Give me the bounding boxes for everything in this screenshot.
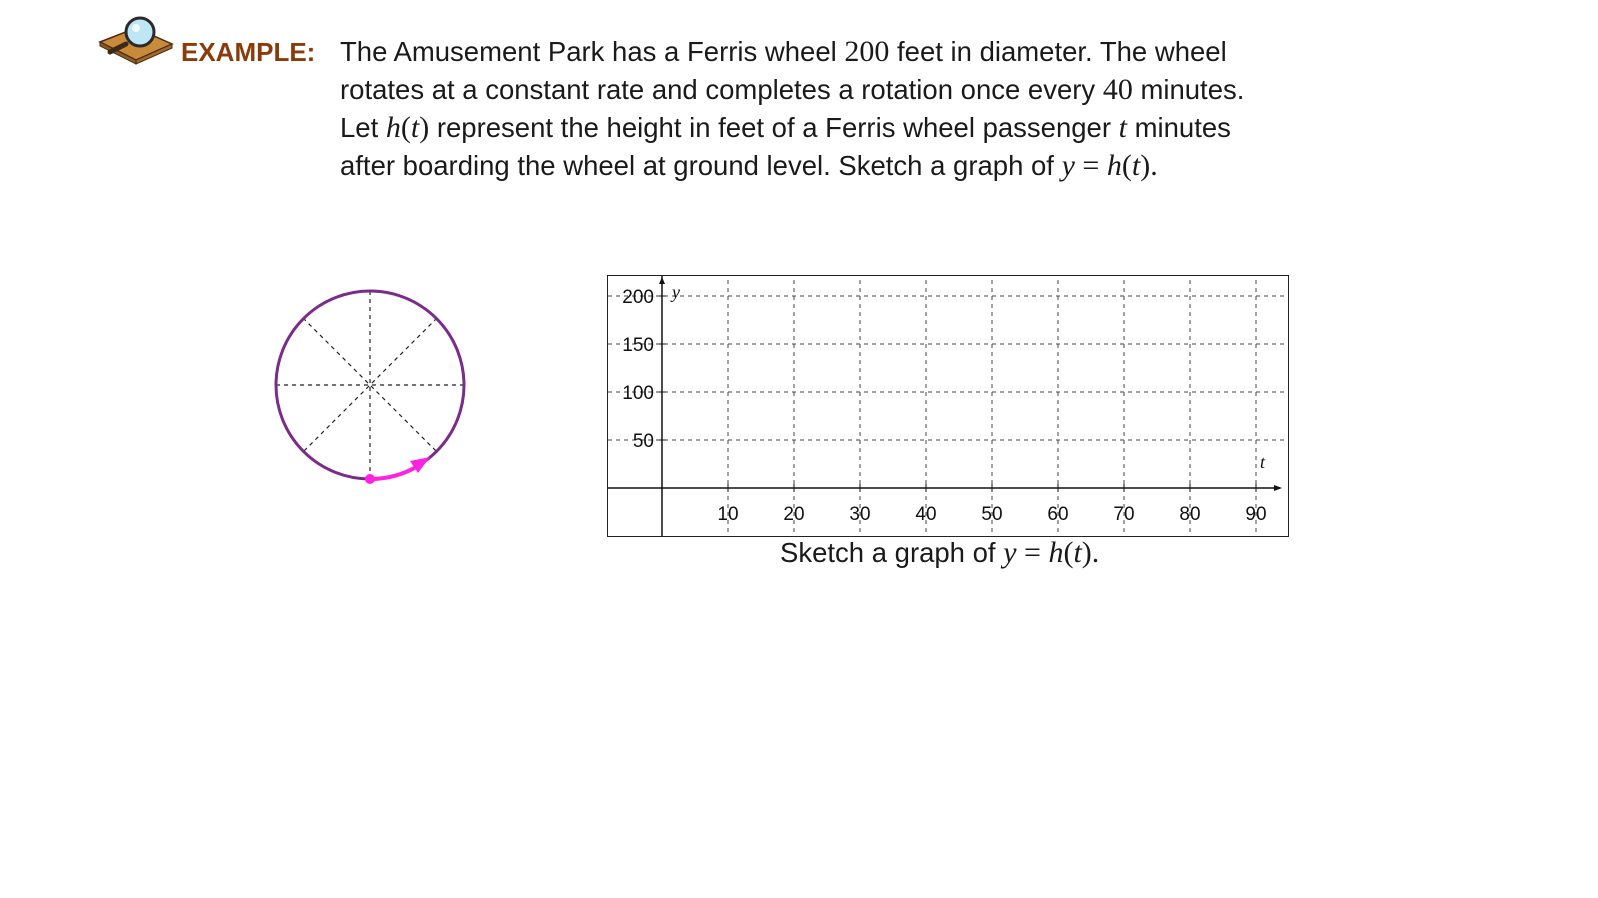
problem-line-4: after boarding the wheel at ground level. Sketch a graph of y = h(t). xyxy=(340,149,1158,182)
height-graph xyxy=(608,276,1288,536)
rotation-arrow xyxy=(370,466,418,479)
x-tick-label-60: 60 xyxy=(1047,504,1069,525)
x-tick-label-40: 40 xyxy=(915,504,937,525)
problem-statement xyxy=(340,33,1340,185)
passenger-start-point xyxy=(365,474,375,484)
x-tick-label-80: 80 xyxy=(1179,504,1201,525)
y-tick-label-50: 50 xyxy=(632,431,654,452)
problem-line-1: The Amusement Park has a Ferris wheel 200 feet in diameter. The wheel xyxy=(340,35,1227,68)
y-axis-label: y xyxy=(672,282,680,302)
y-tick-label-100: 100 xyxy=(622,383,654,404)
x-tick-label-10: 10 xyxy=(717,504,739,525)
ferris-wheel-diagram xyxy=(270,285,470,485)
example-label: EXAMPLE: xyxy=(181,37,316,67)
y-axis-arrowhead xyxy=(659,277,665,284)
x-tick-label-20: 20 xyxy=(783,504,805,525)
x-tick-label-90: 90 xyxy=(1245,504,1267,525)
x-axis-arrowhead xyxy=(1274,485,1282,491)
x-tick-label-70: 70 xyxy=(1113,504,1135,525)
y-tick-label-200: 200 xyxy=(622,287,654,308)
problem-line-3: Let h(t) represent the height in feet of a Ferris wheel passenger t minutes xyxy=(340,111,1231,144)
problem-line-2: rotates at a constant rate and completes a rotation once every 40 minutes. xyxy=(340,73,1245,106)
graph-caption: Sketch a graph of y = h(t). xyxy=(780,536,1100,569)
x-tick-label-50: 50 xyxy=(981,504,1003,525)
wheel-rim xyxy=(276,291,464,479)
y-tick-label-150: 150 xyxy=(622,335,654,356)
x-axis-label: t xyxy=(1260,452,1266,472)
x-tick-label-30: 30 xyxy=(849,504,871,525)
magnifier-book-icon xyxy=(96,14,176,66)
graph-frame xyxy=(607,275,1289,537)
